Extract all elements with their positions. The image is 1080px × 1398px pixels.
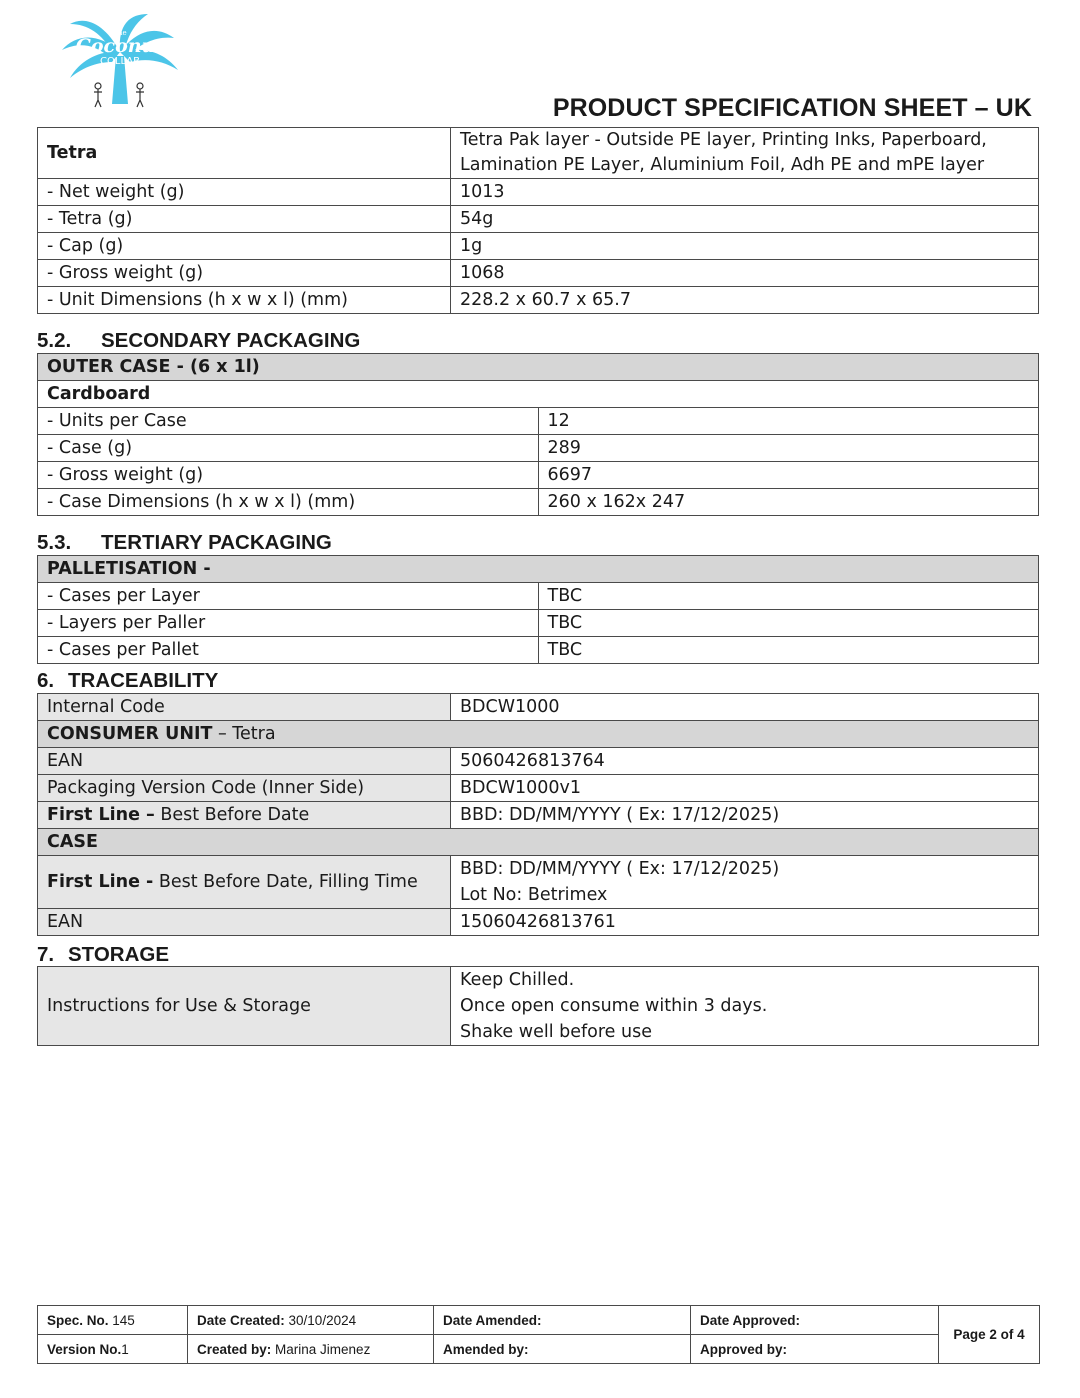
- date-amended: Date Amended:: [434, 1306, 691, 1335]
- band-palletisation: PALLETISATION -: [38, 556, 1039, 583]
- footer-row: [38, 1335, 1040, 1364]
- page-title: PRODUCT SPECIFICATION SHEET – UK: [552, 94, 1032, 122]
- row-value: BBD: DD/MM/YYYY ( Ex: 17/12/2025) Lot No: Betrimex: [451, 856, 1039, 909]
- row-label: [38, 856, 451, 909]
- table-row: [38, 583, 1039, 610]
- section-title: TRACEABILITY: [68, 669, 219, 692]
- section-number: 5.3.: [37, 531, 72, 554]
- row-value: BDCW1000: [451, 694, 1039, 721]
- row-value: TBC: [538, 610, 1039, 637]
- logo-collab: COLLAB: [100, 56, 140, 67]
- row-value: 15060426813761: [451, 909, 1039, 936]
- row-label: - Cases per Pallet: [38, 637, 539, 664]
- approved-by: Approved by:: [691, 1335, 939, 1364]
- row-value: 1g: [451, 233, 1039, 260]
- table-row: [38, 408, 1039, 435]
- section-heading-secondary: [37, 329, 360, 353]
- row-value: BBD: DD/MM/YYYY ( Ex: 17/12/2025): [451, 802, 1039, 829]
- section-number: 5.2.: [37, 329, 72, 352]
- table-row: [38, 637, 1039, 664]
- date-created: Date Created: 30/10/2024: [188, 1306, 434, 1335]
- row-value: 12: [538, 408, 1039, 435]
- row-label: - Layers per Paller: [38, 610, 539, 637]
- table-subheader: [38, 381, 1039, 408]
- row-label: - Units per Case: [38, 408, 539, 435]
- table-row: [38, 260, 1039, 287]
- section-heading-traceability: [37, 669, 218, 693]
- row-label: - Case Dimensions (h x w x l) (mm): [38, 489, 539, 516]
- row-label: - Gross weight (g): [38, 462, 539, 489]
- row-label: Internal Code: [38, 694, 451, 721]
- section-number: 7.: [37, 943, 55, 966]
- table-row: [38, 909, 1039, 936]
- table-row: [38, 435, 1039, 462]
- table-row: [38, 462, 1039, 489]
- table-row: [38, 179, 1039, 206]
- section-number: 6.: [37, 669, 55, 692]
- footer-row: [38, 1306, 1040, 1335]
- band-case: CASE: [38, 829, 1039, 856]
- row-value: 260 x 162x 247: [538, 489, 1039, 516]
- date-approved: Date Approved:: [691, 1306, 939, 1335]
- row-value: 54g: [451, 206, 1039, 233]
- band-rest: – Tetra: [212, 724, 276, 744]
- row-value: 1013: [451, 179, 1039, 206]
- table-row: [38, 610, 1039, 637]
- label-bold: First Line -: [47, 872, 154, 892]
- section-title: SECONDARY PACKAGING: [101, 329, 361, 352]
- row-label: Packaging Version Code (Inner Side): [38, 775, 451, 802]
- section-title: TERTIARY PACKAGING: [101, 531, 332, 554]
- table-row: [38, 233, 1039, 260]
- band-outer-case: OUTER CASE - (6 x 1l): [38, 354, 1039, 381]
- label-rest: Best Before Date: [154, 805, 310, 825]
- table-row: [38, 856, 1039, 909]
- table-row: [38, 748, 1039, 775]
- amended-by: Amended by:: [434, 1335, 691, 1364]
- table-row: [38, 206, 1039, 233]
- label-bold: First Line –: [47, 805, 155, 825]
- row-value: TBC: [538, 637, 1039, 664]
- table-row: [38, 967, 1039, 1046]
- table-row: [38, 775, 1039, 802]
- row-label: - Unit Dimensions (h x w x l) (mm): [38, 287, 451, 314]
- traceability-table: [37, 693, 1039, 936]
- table-row: [38, 489, 1039, 516]
- row-label: - Net weight (g): [38, 179, 451, 206]
- table-row: [38, 694, 1039, 721]
- row-value: 6697: [538, 462, 1039, 489]
- storage-table: [37, 966, 1039, 1046]
- logo-the: The: [113, 29, 127, 37]
- logo-coconut: Coconut: [75, 35, 165, 57]
- row-label: [38, 802, 451, 829]
- section-heading-tertiary: [37, 531, 332, 555]
- row-label: EAN: [38, 909, 451, 936]
- subheader-cardboard: Cardboard: [38, 381, 1039, 408]
- row-label: EAN: [38, 748, 451, 775]
- version-number: Version No.1: [38, 1335, 188, 1364]
- row-value: BDCW1000v1: [451, 775, 1039, 802]
- row-value: Keep Chilled. Once open consume within 3 days. Shake well before use: [451, 967, 1039, 1046]
- spec-number: Spec. No. 145: [38, 1306, 188, 1335]
- table-band: [38, 829, 1039, 856]
- section-title: STORAGE: [68, 943, 169, 966]
- row-value: TBC: [538, 583, 1039, 610]
- row-label: - Cases per Layer: [38, 583, 539, 610]
- tertiary-packaging-table: [37, 555, 1039, 664]
- band-consumer-unit: [38, 721, 1039, 748]
- row-value: 5060426813764: [451, 748, 1039, 775]
- section-heading-storage: [37, 943, 169, 967]
- table-band: [38, 721, 1039, 748]
- table-row: [38, 802, 1039, 829]
- row-value: 289: [538, 435, 1039, 462]
- table-row: [38, 287, 1039, 314]
- band-bold: CONSUMER UNIT: [47, 724, 213, 744]
- row-label: - Gross weight (g): [38, 260, 451, 287]
- secondary-packaging-table: [37, 353, 1039, 516]
- row-label: Tetra: [38, 128, 451, 179]
- table-band: [38, 354, 1039, 381]
- created-by: Created by: Marina Jimenez: [188, 1335, 434, 1364]
- primary-packaging-table: [37, 127, 1039, 314]
- page-number: Page 2 of 4: [939, 1306, 1040, 1364]
- row-value: 228.2 x 60.7 x 65.7: [451, 287, 1039, 314]
- footer-table: [37, 1305, 1040, 1364]
- row-label: - Cap (g): [38, 233, 451, 260]
- row-label: Instructions for Use & Storage: [38, 967, 451, 1046]
- coconut-collab-logo: [58, 12, 182, 108]
- row-value: Tetra Pak layer - Outside PE layer, Printing Inks, Paperboard, Lamination PE Layer, Aluminium Foil, Adh PE and mPE layer: [451, 128, 1039, 179]
- table-row: [38, 128, 1039, 179]
- row-value: 1068: [451, 260, 1039, 287]
- row-label: - Case (g): [38, 435, 539, 462]
- table-band: [38, 556, 1039, 583]
- row-label: - Tetra (g): [38, 206, 451, 233]
- label-rest: Best Before Date, Filling Time: [153, 872, 418, 892]
